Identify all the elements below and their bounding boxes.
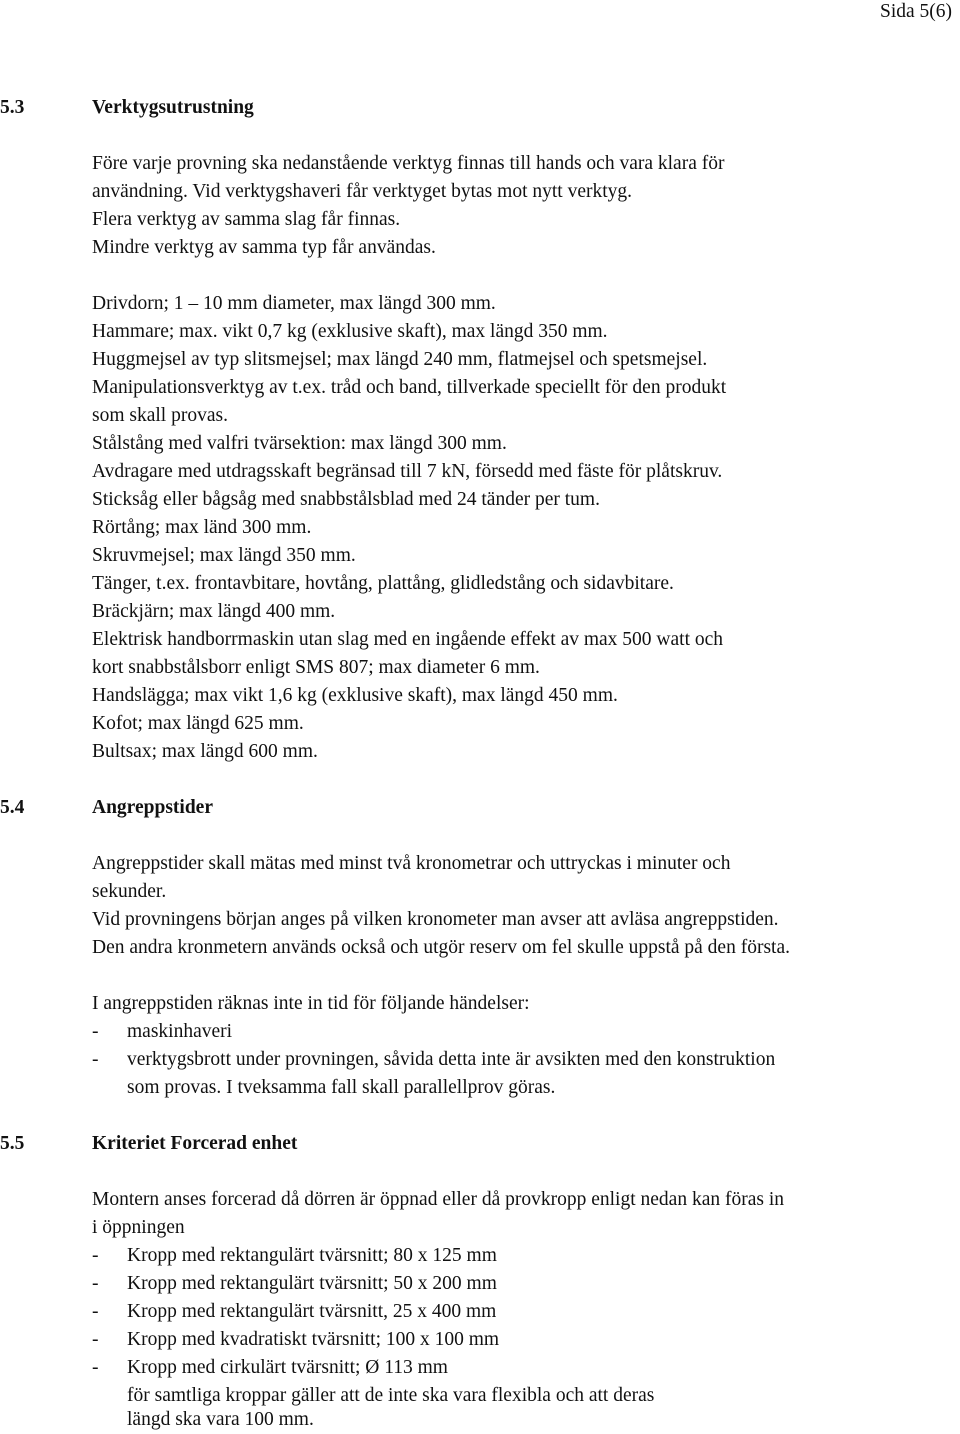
- section-heading-angreppstider: Angreppstider: [92, 797, 213, 818]
- list-item: Kropp med rektangulärt tvärsnitt; 80 x 125 mm: [127, 1245, 497, 1266]
- list-item: maskinhaveri: [127, 1021, 233, 1042]
- tool-line: Hammare; max. vikt 0,7 kg (exklusive skaft), max längd 350 mm.: [92, 321, 608, 342]
- section-number-5-4: 5.4: [0, 797, 25, 818]
- tool-line: Bultsax; max längd 600 mm.: [92, 741, 318, 762]
- tool-line: Elektrisk handborrmaskin utan slag med en ingående effekt av max 500 watt och: [92, 629, 724, 650]
- tool-line: Skruvmejsel; max längd 350 mm.: [92, 545, 356, 566]
- section-number-5-5: 5.5: [0, 1133, 25, 1154]
- paragraph-line: sekunder.: [92, 881, 167, 902]
- list-dash: -: [92, 1301, 99, 1322]
- intro-line: Före varje provning ska nedanstående verktyg finnas till hands och vara klara för: [92, 153, 725, 174]
- intro-line: Flera verktyg av samma slag får finnas.: [92, 209, 401, 230]
- tool-line: Sticksåg eller bågsåg med snabbstålsblad med 24 tänder per tum.: [92, 489, 600, 510]
- paragraph-line: Angreppstider skall mätas med minst två kronometrar och uttryckas i minuter och: [92, 853, 731, 874]
- tool-line: kort snabbstålsborr enligt SMS 807; max diameter 6 mm.: [92, 657, 540, 678]
- page-number: Sida 5(6): [879, 1, 952, 22]
- paragraph-line: Vid provningens början anges på vilken kronometer man avser att avläsa angreppstiden.: [92, 909, 779, 930]
- list-dash: -: [92, 1329, 99, 1350]
- list-item: längd ska vara 100 mm.: [127, 1409, 314, 1430]
- list-item: Kropp med cirkulärt tvärsnitt; Ø 113 mm: [127, 1357, 448, 1378]
- list-dash: -: [92, 1357, 99, 1378]
- paragraph-line: i öppningen: [92, 1217, 185, 1238]
- list-dash: -: [92, 1021, 99, 1042]
- paragraph-line: Den andra kronmetern används också och utgör reserv om fel skulle uppstå på den första.: [92, 937, 790, 958]
- list-item: som provas. I tveksamma fall skall parallellprov göras.: [127, 1077, 556, 1098]
- list-item: Kropp med rektangulärt tvärsnitt, 25 x 400 mm: [127, 1301, 497, 1322]
- list-dash: -: [92, 1273, 99, 1294]
- tool-line: Bräckjärn; max längd 400 mm.: [92, 601, 336, 622]
- list-item: verktygsbrott under provningen, såvida detta inte är avsikten med den konstruktion: [127, 1049, 776, 1070]
- tool-line: som skall provas.: [92, 405, 228, 426]
- section-number-5-3: 5.3: [0, 97, 25, 118]
- tool-line: Avdragare med utdragsskaft begränsad till 7 kN, försedd med fäste för plåtskruv.: [92, 461, 723, 482]
- tool-line: Kofot; max längd 625 mm.: [92, 713, 304, 734]
- section-heading-kriteriet-forcerad-enhet: Kriteriet Forcerad enhet: [92, 1133, 298, 1154]
- tool-line: Stålstång med valfri tvärsektion: max längd 300 mm.: [92, 433, 507, 454]
- tool-line: Drivdorn; 1 – 10 mm diameter, max längd 300 mm.: [92, 293, 496, 314]
- list-dash: -: [92, 1245, 99, 1266]
- paragraph-line: Montern anses forcerad då dörren är öppnad eller då provkropp enligt nedan kan föras in: [92, 1189, 784, 1210]
- tool-line: Rörtång; max länd 300 mm.: [92, 517, 312, 538]
- list-item: Kropp med rektangulärt tvärsnitt; 50 x 200 mm: [127, 1273, 497, 1294]
- list-item: Kropp med kvadratiskt tvärsnitt; 100 x 100 mm: [127, 1329, 500, 1350]
- tool-line: Tänger, t.ex. frontavbitare, hovtång, plattång, glidledstång och sidavbitare.: [92, 573, 674, 594]
- intro-line: Mindre verktyg av samma typ får användas.: [92, 237, 436, 258]
- tool-line: Manipulationsverktyg av t.ex. tråd och band, tillverkade speciellt för den produkt: [92, 377, 727, 398]
- list-dash: -: [92, 1049, 99, 1070]
- paragraph-line: I angreppstiden räknas inte in tid för följande händelser:: [92, 993, 530, 1014]
- section-heading-verktygsutrustning: Verktygsutrustning: [92, 97, 254, 118]
- tool-line: Handslägga; max vikt 1,6 kg (exklusive skaft), max längd 450 mm.: [92, 685, 618, 706]
- tool-line: Huggmejsel av typ slitsmejsel; max längd 240 mm, flatmejsel och spetsmejsel.: [92, 349, 708, 370]
- list-item: för samtliga kroppar gäller att de inte ska vara flexibla och att deras: [127, 1385, 655, 1406]
- intro-line: användning. Vid verktygshaveri får verktyget bytas mot nytt verktyg.: [92, 181, 633, 202]
